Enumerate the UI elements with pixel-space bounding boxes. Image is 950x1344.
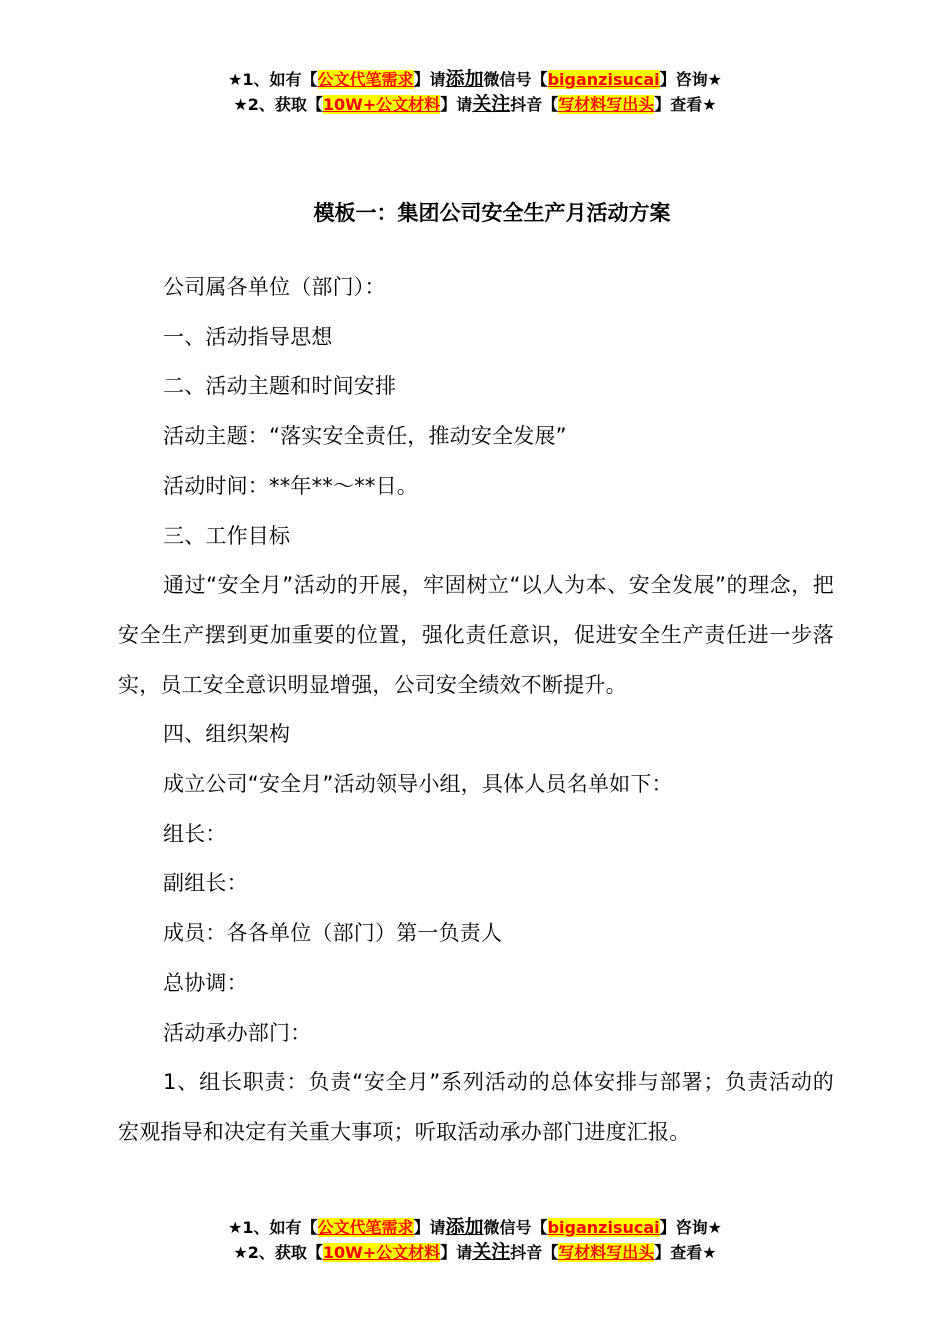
promo-header <box>0 67 950 117</box>
paragraph: 通过“安全月”活动的开展，牢固树立“以人为本、安全发展”的理念，把安全生产摆到更加重要的位置，强化责任意识，促进安全生产责任进一步落实，员工安全意识明显增强，公司安全绩效不断提升。 <box>118 573 834 697</box>
promo-highlight-materials: 10W+公文材料 <box>322 1243 441 1262</box>
paragraph: 成立公司“安全月”活动领导小组，具体人员名单如下： <box>163 772 673 797</box>
paragraph: 二、活动主题和时间安排 <box>163 374 397 399</box>
paragraph: 公司属各单位（部门）： <box>163 275 386 299</box>
paragraph: 四、组织架构 <box>163 722 291 747</box>
promo-highlight-materials: 10W+公文材料 <box>322 95 441 114</box>
promo-highlight-service: 公文代笔需求 <box>317 1218 414 1237</box>
paragraph: 三、工作目标 <box>163 523 291 548</box>
promo-highlight-wechat-id: biganzisucai <box>547 70 660 89</box>
promo-highlight-service: 公文代笔需求 <box>317 70 414 89</box>
paragraph: 总协调： <box>163 970 248 995</box>
paragraph: 组长： <box>163 821 227 846</box>
promo-highlight-wechat-id: biganzisucai <box>547 1218 660 1237</box>
paragraph: 副组长： <box>163 871 248 896</box>
document-title: 模板一：集团公司安全生产月活动方案 <box>313 201 671 225</box>
promo-line-2: ★2、获取【10W+公文材料】请关注抖音【写材料写出头】查看★ <box>233 93 717 115</box>
promo-line-2: ★2、获取【10W+公文材料】请关注抖音【写材料写出头】查看★ <box>233 1241 717 1263</box>
paragraph: 活动承办部门： <box>163 1020 312 1045</box>
paragraph: 活动主题：“落实安全责任，推动安全发展” <box>163 424 567 449</box>
paragraph: 一、活动指导思想 <box>163 324 333 349</box>
promo-highlight-douyin-account: 写材料写出头 <box>558 95 655 114</box>
paragraph: 1、组长职责：负责“安全月”系列活动的总体安排与部署；负责活动的宏观指导和决定有关重大事项；听取活动承办部门进度汇报。 <box>118 1070 834 1144</box>
promo-highlight-douyin-account: 写材料写出头 <box>558 1243 655 1262</box>
promo-footer <box>0 1215 950 1265</box>
paragraph: 成员：各各单位（部门）第一负责人 <box>163 921 503 946</box>
document-body <box>118 263 834 1158</box>
promo-line-1: ★1、如有【公文代笔需求】请添加微信号【biganzisucai】咨询★ <box>228 1216 722 1238</box>
paragraph: 活动时间：**年**～**日。 <box>163 473 418 498</box>
promo-line-1: ★1、如有【公文代笔需求】请添加微信号【biganzisucai】咨询★ <box>228 68 722 90</box>
